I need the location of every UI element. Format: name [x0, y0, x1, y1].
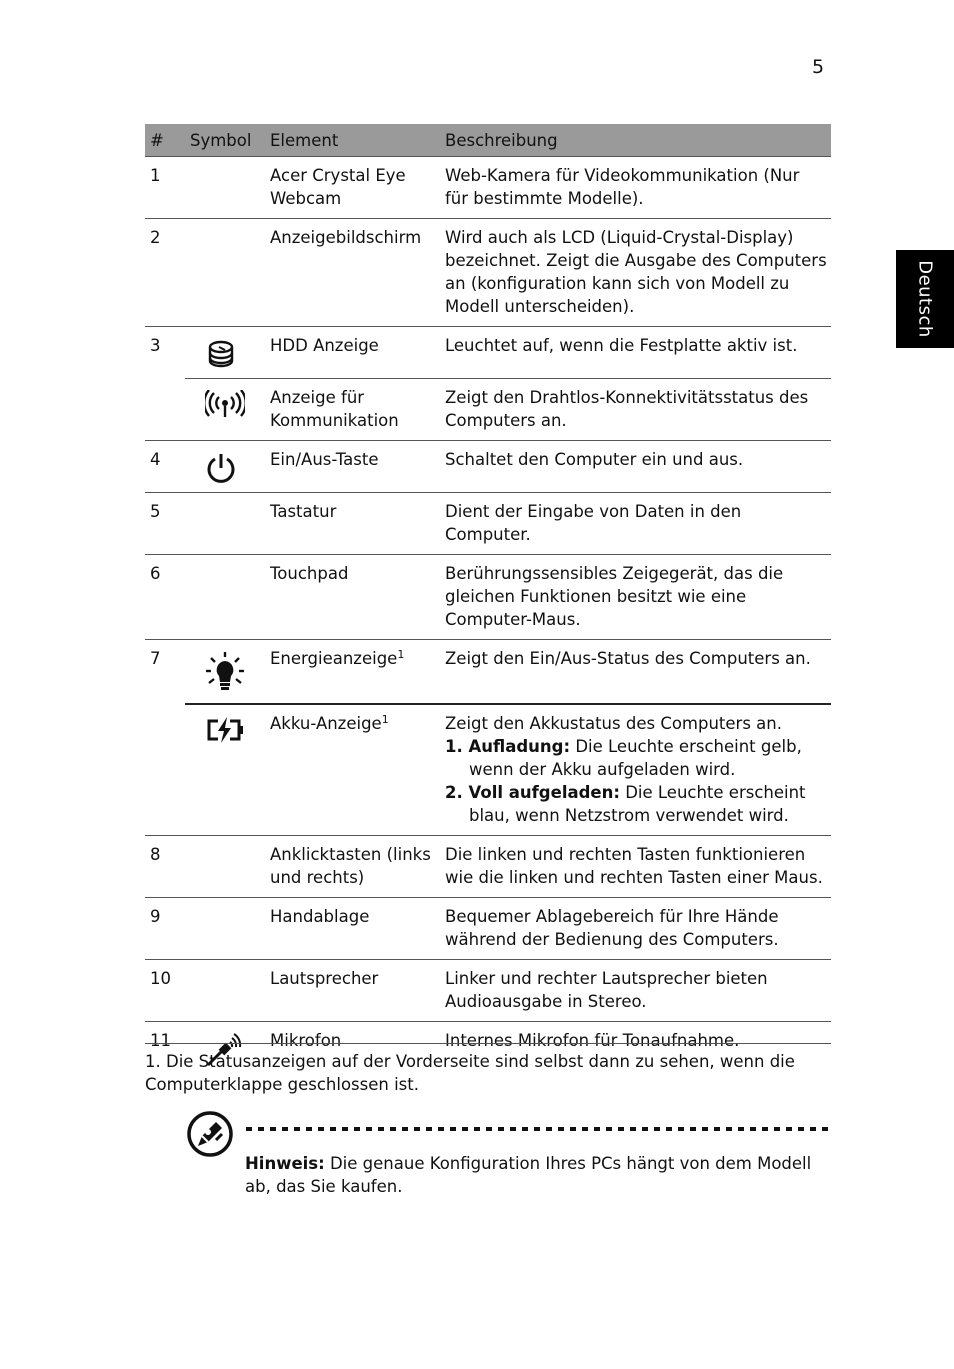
header-symbol: Symbol — [185, 124, 265, 157]
row-element: Tastatur — [265, 493, 440, 555]
row-symbol — [185, 441, 265, 493]
footnote-marker: 1 — [397, 648, 405, 661]
description-intro: Zeigt den Akkustatus des Computers an. — [445, 714, 782, 733]
power-icon — [205, 452, 237, 484]
hdd-icon — [205, 338, 237, 370]
row-number: 5 — [145, 493, 185, 555]
table-row — [145, 960, 831, 1022]
row-symbol — [185, 836, 265, 898]
row-element: Touchpad — [265, 555, 440, 640]
battery-icon — [205, 716, 245, 744]
row-element: HDD Anzeige — [265, 327, 440, 379]
component-table — [145, 124, 831, 1075]
row-description: Dient der Eingabe von Daten in den Computer. — [440, 493, 831, 555]
footnote: 1. Die Statusanzeigen auf der Vorderseite sind selbst dann zu sehen, wenn die Computerklappe geschlossen ist. — [145, 1043, 831, 1096]
row-description: Schaltet den Computer ein und aus. — [440, 441, 831, 493]
header-num: # — [145, 124, 185, 157]
row-number: 1 — [150, 166, 161, 185]
row-number: 8 — [145, 836, 185, 898]
table-row — [145, 379, 831, 441]
row-element: Mikrofon — [265, 1022, 440, 1076]
row-description: Leuchtet auf, wenn die Festplatte aktiv ist. — [440, 327, 831, 379]
list-item-label: 1. Aufladung: — [445, 737, 571, 756]
footnote-marker: 1 — [381, 713, 389, 726]
element-label: Energieanzeige — [270, 649, 398, 668]
table-row — [145, 157, 831, 219]
element-label: Akku-Anzeige — [270, 714, 382, 733]
row-element: Anzeige für Kommunikation — [265, 379, 440, 441]
row-number: 7 — [145, 640, 185, 836]
row-number: 11 — [145, 1022, 185, 1076]
row-element: Anzeigebildschirm — [265, 219, 440, 327]
row-element: Acer Crystal Eye Webcam — [270, 166, 406, 208]
row-element: Anklicktasten (links und rechts) — [265, 836, 440, 898]
row-element — [265, 704, 440, 836]
note-body: Die genaue Konfiguration Ihres PCs hängt von dem Modell ab, das Sie kaufen. — [245, 1154, 812, 1196]
row-number: 10 — [145, 960, 185, 1022]
row-symbol — [185, 704, 265, 836]
row-number: 9 — [145, 898, 185, 960]
page-number: 5 — [812, 56, 825, 78]
row-number: 4 — [145, 441, 185, 493]
table-row — [145, 898, 831, 960]
row-description: Linker und rechter Lautsprecher bieten Audioausgabe in Stereo. — [440, 960, 831, 1022]
row-symbol — [185, 157, 265, 219]
list-item — [445, 735, 827, 781]
row-description: Internes Mikrofon für Tonaufnahme. — [440, 1022, 831, 1076]
note-text — [245, 1152, 825, 1198]
row-number: 2 — [145, 219, 185, 327]
table-row — [145, 219, 831, 327]
table-header-row — [145, 124, 831, 157]
row-description: Wird auch als LCD (Liquid-Crystal-Display) bezeichnet. Zeigt die Ausgabe des Computers an (konfiguration kann sich von Modell zu Modell unterscheiden). — [440, 219, 831, 327]
row-description: Die linken und rechten Tasten funktionieren wie die linken und rechten Tasten einer Maus. — [440, 836, 831, 898]
language-tab — [896, 250, 954, 348]
list-item-text: Die Leuchte erscheint gelb, wenn der Akku aufgeladen wird. — [469, 737, 802, 779]
row-description: Bequemer Ablagebereich für Ihre Hände während der Bedienung des Computers. — [440, 898, 831, 960]
row-element: Ein/Aus-Taste — [265, 441, 440, 493]
language-tab-label: Deutsch — [914, 260, 936, 338]
header-element: Element — [265, 124, 440, 157]
row-number: 6 — [145, 555, 185, 640]
header-description: Beschreibung — [440, 124, 831, 157]
table-row — [145, 640, 831, 705]
row-description: Zeigt den Ein/Aus-Status des Computers an. — [440, 640, 831, 705]
row-description: Zeigt den Drahtlos-Konnektivitätsstatus des Computers an. — [440, 379, 831, 441]
note-icon — [186, 1110, 234, 1158]
row-symbol — [185, 379, 265, 441]
table-row — [145, 704, 831, 836]
note-label: Hinweis: — [245, 1154, 325, 1173]
row-symbol — [185, 219, 265, 327]
wireless-icon — [205, 390, 245, 420]
table-row — [145, 836, 831, 898]
list-item-text: Die Leuchte erscheint blau, wenn Netzstrom verwendet wird. — [469, 783, 806, 825]
list-item — [445, 781, 827, 827]
list-item-label: 2. Voll aufgeladen: — [445, 783, 620, 802]
row-symbol — [185, 327, 265, 379]
row-description: Web-Kamera für Videokommunikation (Nur für bestimmte Modelle). — [445, 166, 800, 208]
row-symbol — [185, 555, 265, 640]
power-indicator-icon — [205, 651, 245, 695]
row-description: Berührungssensibles Zeigegerät, das die gleichen Funktionen besitzt wie eine Computer-Maus. — [440, 555, 831, 640]
row-element: Lautsprecher — [265, 960, 440, 1022]
row-symbol — [185, 640, 265, 705]
row-number: 3 — [145, 327, 185, 441]
note-divider — [246, 1127, 831, 1131]
table-row — [145, 441, 831, 493]
row-element — [265, 640, 440, 705]
table-row — [145, 493, 831, 555]
row-symbol — [185, 493, 265, 555]
table-row — [145, 555, 831, 640]
row-description — [440, 704, 831, 836]
row-symbol — [185, 960, 265, 1022]
row-symbol — [185, 898, 265, 960]
table-row — [145, 327, 831, 379]
row-element: Handablage — [265, 898, 440, 960]
